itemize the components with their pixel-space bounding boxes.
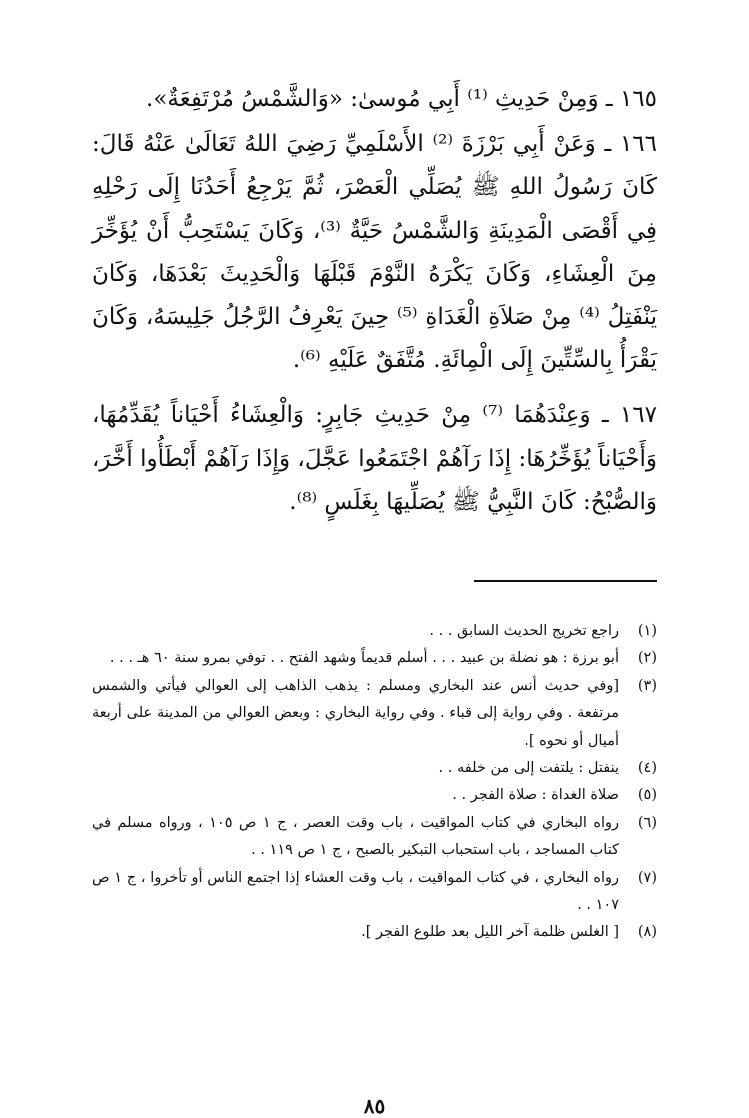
footnote-number: (٣) <box>637 677 657 694</box>
footnote-6 <box>92 810 657 865</box>
footnote-3 <box>92 673 657 755</box>
hadith-167: ١٦٧ ـ وَعِنْدَهُمَا ⁽⁷⁾ مِنْ حَدِيثِ جَابِرٍ: وَالْعِشَاءُ أَحْيَاناً يُقَدِّمُهَا، وَأَحْيَاناً يُؤَخِّرُهَا: إِذَا رَآهُمْ اجْتَمَعُوا عَجَّلَ، وَإِذَا رَآهُمْ أَبْطَأُوا أَخَّرَ، وَالصُّبْحُ: كَانَ النَّبِيُّ ﷺ يُصَلِّيهَا بِغَلَسٍ ⁽⁸⁾. <box>92 402 657 515</box>
footnotes <box>92 618 657 947</box>
footnote-number: (٧) <box>637 869 657 886</box>
footnote-text: صلاة الغداة : صلاة الفجر . . <box>452 787 619 804</box>
footnote-5 <box>92 782 657 809</box>
footnote-4 <box>92 755 657 782</box>
footnote-number: (٢) <box>637 650 657 667</box>
footnote-1 <box>92 618 657 645</box>
footnote-7 <box>92 865 657 920</box>
footnote-text: أبو برزة : هو نضلة بن عبيد . . . أسلم قديماً وشهد الفتح . . توفي بمرو سنة ٦٠ هـ . . . <box>109 650 619 667</box>
footnote-text: رواه البخاري ، في كتاب المواقيت ، باب وقت العشاء إذا اجتمع الناس أو تأخروا ، ج ١ ص ١٠٧ . . <box>92 869 619 914</box>
footnote-separator <box>474 580 657 582</box>
footnote-number: (٥) <box>637 787 657 804</box>
footnote-text: رواه البخاري في كتاب المواقيت ، باب وقت العصر ، ج ١ ص ١٠٥ ، ورواه مسلم في كتاب المساجد ، باب استحباب التبكير بالصبح ، ج ١ ص ١١٩ . . <box>92 814 620 859</box>
hadith-166: ١٦٦ ـ وَعَنْ أَبِي بَرْزَةَ ⁽²⁾ الأَسْلَمِيِّ رَضِيَ اللهُ تَعَالَىٰ عَنْهُ قَالَ: كَانَ رَسُولُ اللهِ ﷺ يُصَلِّي الْعَصْرَ، ثُمَّ يَرْجِعُ أَحَدُنَا إِلَى رَحْلِهِ فِي أَقْصَى الْمَدِينَةِ وَالشَّمْسُ حَيَّةٌ ⁽³⁾، وَكَانَ يَسْتَحِبُّ أَنْ يُؤَخِّرَ مِنَ الْعِشَاءِ، وَكَانَ يَكْرَهُ النَّوْمَ قَبْلَهَا وَالْحَدِيثَ بَعْدَهَا، وَكَانَ يَنْفَتِلُ ⁽⁴⁾ مِنْ صَلاَةِ الْغَدَاةِ ⁽⁵⁾ حِينَ يَعْرِفُ الرَّجُلُ جَلِيسَهُ، وَكَانَ يَقْرَأُ بِالسِّتِّينَ إِلَى الْمِائَةِ. مُتَّفَقٌ عَلَيْهِ ⁽⁶⁾. <box>92 131 658 374</box>
page-number: ٨٥ <box>363 1094 386 1118</box>
footnote-number: (١) <box>637 623 657 639</box>
footnote-number: (٨) <box>637 924 657 941</box>
footnote-number: (٦) <box>637 814 657 831</box>
footnote-text: راجع تخريج الحديث السابق . . . <box>429 623 619 639</box>
footnote-number: (٤) <box>637 760 657 777</box>
footnote-2 <box>92 645 657 672</box>
hadith-165: ١٦٥ ـ وَمِنْ حَدِيثِ ⁽¹⁾ أَبِي مُوسىٰ: «وَالشَّمْسُ مُرْتَفِعَةٌ». <box>146 86 657 112</box>
footnote-text: [وفي حديث أنس عند البخاري ومسلم : يذهب الذاهب إلى العوالي فيأتي والشمس مرتفعة . وفي رواية إلى قباء . وفي رواية البخاري : وبعض العوالي من المدينة على أربعة أميال أو نحوه ]. <box>92 677 619 749</box>
book-page <box>92 78 658 1118</box>
footnote-text: ينفتل : يلتفت إلى من خلفه . . <box>438 760 619 777</box>
footnote-text: [ الغلس ظلمة آخر الليل بعد طلوع الفجر ]. <box>361 924 619 941</box>
hadith-text <box>92 78 657 524</box>
footnote-8 <box>92 919 657 946</box>
